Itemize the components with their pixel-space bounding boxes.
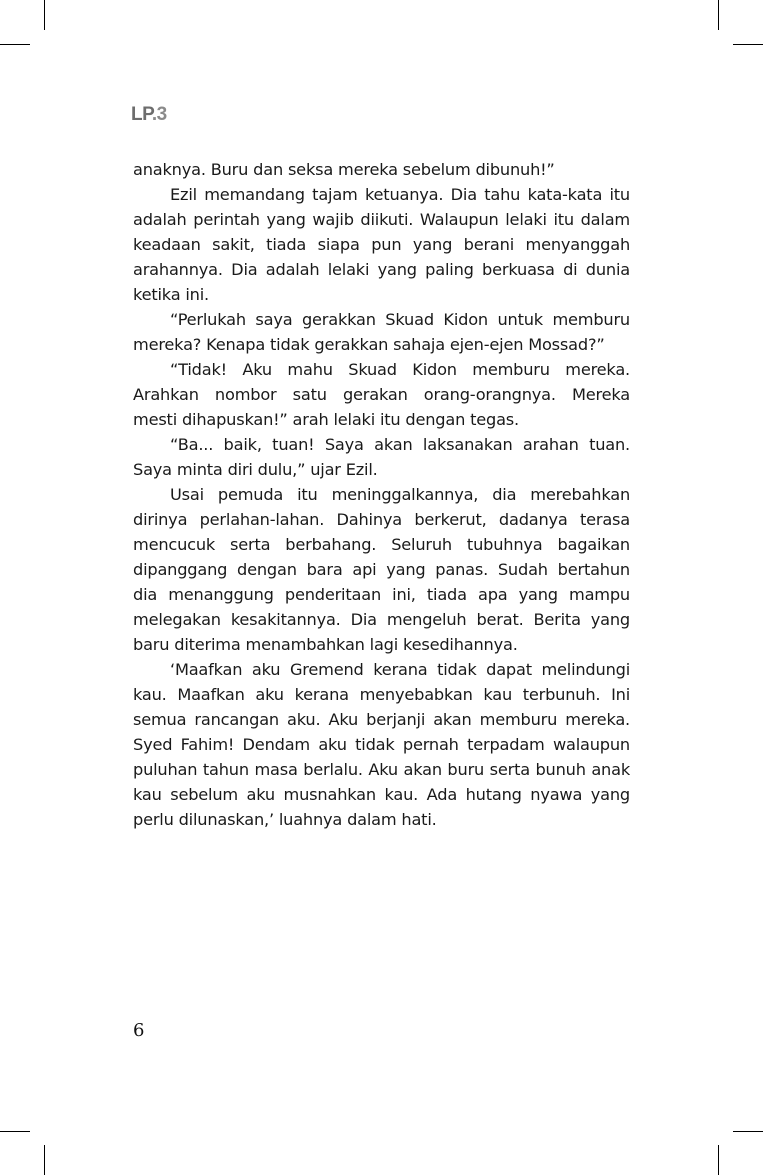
crop-mark <box>718 0 719 30</box>
text-line: Syed Fahim! Dendam aku tidak pernah terpadam walaupun <box>133 735 630 754</box>
crop-mark <box>44 1145 45 1175</box>
text-line: keadaan sakit, tiada siapa pun yang berani menyanggah <box>133 235 630 254</box>
text-line: dia menanggung penderitaan ini, tiada apa yang mampu <box>133 585 630 604</box>
text-line: dipanggang dengan bara api yang panas. Sudah bertahun <box>133 560 630 579</box>
running-header <box>131 104 167 126</box>
crop-mark <box>44 0 45 30</box>
text-line: “Ba... baik, tuan! Saya akan laksanakan arahan tuan. <box>170 435 630 454</box>
text-line: kau sebelum aku musnahkan kau. Ada hutang nyawa yang <box>133 785 630 804</box>
text-line: mesti dihapuskan!” arah lelaki itu dengan tegas. <box>133 410 519 429</box>
text-line: anaknya. Buru dan seksa mereka sebelum dibunuh!” <box>133 160 555 179</box>
text-line: “Tidak! Aku mahu Skuad Kidon memburu mereka. <box>170 360 630 379</box>
text-line: Usai pemuda itu meninggalkannya, dia merebahkan <box>170 485 630 504</box>
crop-mark <box>0 1131 30 1132</box>
text-line: Saya minta diri dulu,” ujar Ezil. <box>133 460 378 479</box>
text-line: ‘Maafkan aku Gremend kerana tidak dapat melindungi <box>170 660 630 679</box>
text-line: semua rancangan aku. Aku berjanji akan memburu mereka. <box>133 710 630 729</box>
text-line: “Perlukah saya gerakkan Skuad Kidon untuk memburu <box>170 310 630 329</box>
text-line: mereka? Kenapa tidak gerakkan sahaja ejen-ejen Mossad?” <box>133 335 605 354</box>
text-line: Arahkan nombor satu gerakan orang-orangnya. Mereka <box>133 385 630 404</box>
text-line: kau. Maafkan aku kerana menyebabkan kau terbunuh. Ini <box>133 685 630 704</box>
text-line: perlu dilunaskan,’ luahnya dalam hati. <box>133 810 437 829</box>
crop-mark <box>718 1145 719 1175</box>
page-number: 6 <box>133 1020 145 1041</box>
text-line: dirinya perlahan-lahan. Dahinya berkerut, dadanya terasa <box>133 510 630 529</box>
text-line: melegakan kesakitannya. Dia mengeluh berat. Berita yang <box>133 610 630 629</box>
header-suffix: .3 <box>151 104 167 125</box>
text-line: Ezil memandang tajam ketuanya. Dia tahu kata-kata itu <box>170 185 630 204</box>
header-prefix: LP <box>131 104 152 125</box>
text-line: ketika ini. <box>133 285 209 304</box>
text-line: arahannya. Dia adalah lelaki yang paling berkuasa di dunia <box>133 260 630 279</box>
text-line: puluhan tahun masa berlalu. Aku akan buru serta bunuh anak <box>133 760 630 779</box>
text-line: mencucuk serta berbahang. Seluruh tubuhnya bagaikan <box>133 535 630 554</box>
text-line: baru diterima menambahkan lagi kesedihannya. <box>133 635 518 654</box>
crop-mark <box>0 44 30 45</box>
crop-mark <box>733 1131 763 1132</box>
body-text <box>133 157 630 832</box>
text-line: adalah perintah yang wajib diikuti. Walaupun lelaki itu dalam <box>133 210 630 229</box>
crop-mark <box>733 44 763 45</box>
